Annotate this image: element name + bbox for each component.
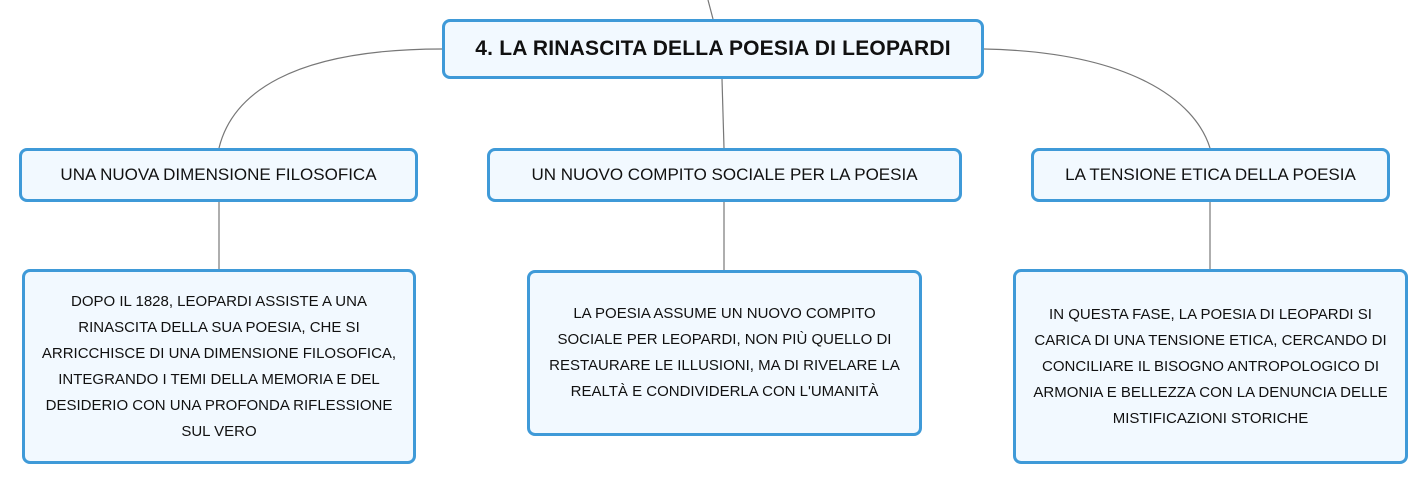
branch-topic-label: LA TENSIONE ETICA DELLA POESIA [1065, 165, 1356, 184]
connector-parent-to-root [708, 0, 713, 19]
branch-topic-ethical-tension[interactable] [1031, 148, 1390, 202]
connector-root-to-branch-2 [722, 79, 724, 148]
root-topic[interactable] [442, 19, 984, 79]
detail-topic-text: LA POESIA ASSUME UN NUOVO COMPITO SOCIALE PER LEOPARDI, NON PIÙ QUELLO DI RESTAURARE LE ILLUSIONI, MA DI RIVELARE LA REALTÀ E CONDIVIDERLA CON L'UMANITÀ [549, 305, 900, 400]
root-topic-label: 4. LA RINASCITA DELLA POESIA DI LEOPARDI [475, 37, 951, 60]
detail-topic-text: DOPO IL 1828, LEOPARDI ASSISTE A UNA RINASCITA DELLA SUA POESIA, CHE SI ARRICCHISCE DI UNA DIMENSIONE FILOSOFICA, INTEGRANDO I TEMI DELLA MEMORIA E DEL DESIDERIO CON UNA PROFONDA RIFLESSIONE SUL VERO [41, 292, 397, 440]
detail-topic-ethical-tension[interactable] [1013, 269, 1408, 464]
branch-topic-label: UN NUOVO COMPITO SOCIALE PER LA POESIA [531, 165, 918, 184]
branch-topic-social-task[interactable] [487, 148, 962, 202]
detail-topic-social-task[interactable] [527, 270, 922, 436]
branch-topic-philosophical-dimension[interactable] [19, 148, 418, 202]
connector-root-to-branch-1 [219, 49, 442, 148]
detail-topic-philosophical-dimension[interactable] [22, 269, 416, 464]
branch-topic-label: UNA NUOVA DIMENSIONE FILOSOFICA [60, 165, 377, 184]
detail-topic-text: IN QUESTA FASE, LA POESIA DI LEOPARDI SI CARICA DI UNA TENSIONE ETICA, CERCANDO DI CONCILIARE IL BISOGNO ANTROPOLOGICO DI ARMONIA E BELLEZZA CON LA DENUNCIA DELLE MISTIFICAZIONI STORICHE [1033, 305, 1388, 427]
connector-root-to-branch-3 [984, 49, 1210, 148]
